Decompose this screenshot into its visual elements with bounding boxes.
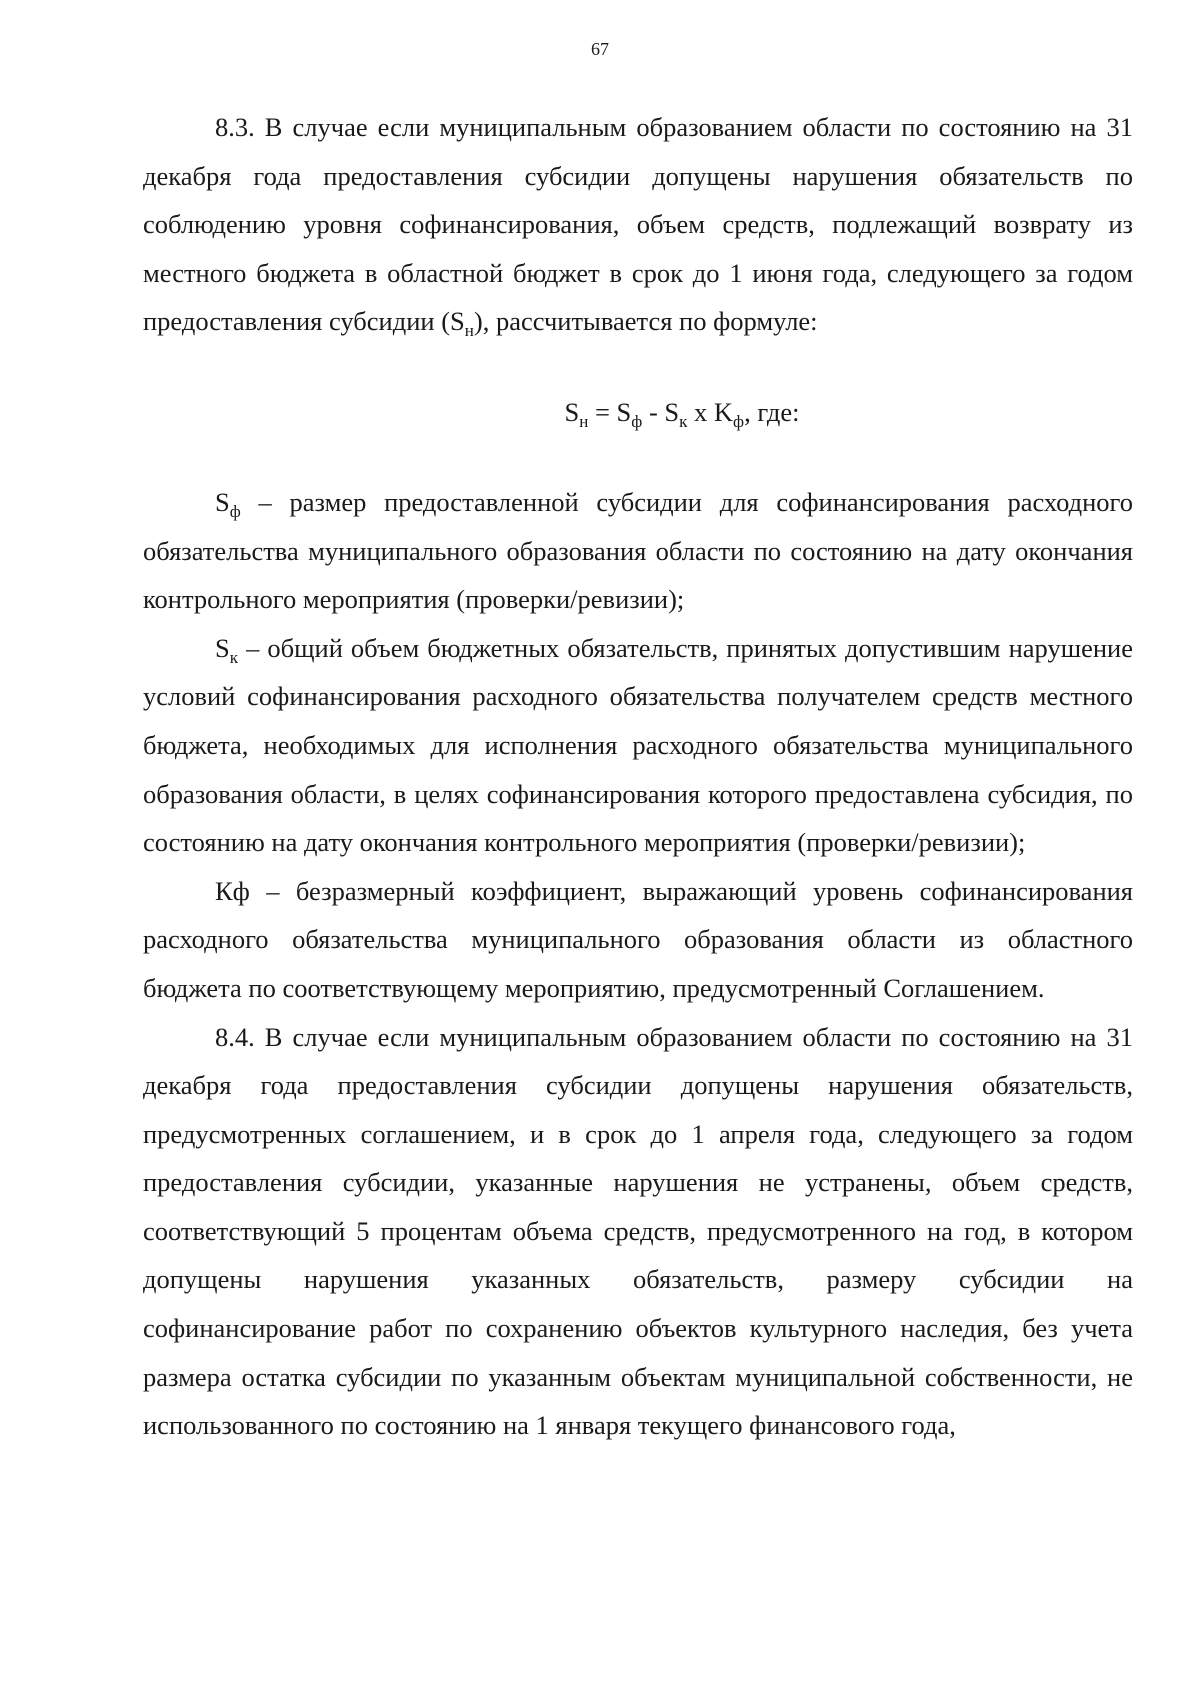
- subscript: ф: [733, 411, 745, 431]
- subscript: н: [464, 321, 474, 341]
- formula-operator: x K: [687, 396, 734, 427]
- subscript: ф: [229, 501, 241, 521]
- paragraph-8-3-text-end: ), рассчитывается по формуле:: [473, 306, 818, 337]
- formula-symbol: S: [564, 396, 580, 427]
- definition-sf: [143, 478, 1133, 624]
- subscript: н: [579, 411, 589, 431]
- formula-operator: = S: [588, 396, 632, 427]
- paragraph-8-3: [143, 103, 1133, 346]
- definition-kf: [143, 867, 1133, 1013]
- formula-tail: , где:: [744, 396, 800, 427]
- definition-symbol: S: [215, 486, 230, 517]
- definition-text: – общий объем бюджетных обязательств, принятых допустившим нарушение условий софинансирования расходного обязательства получателем средств местного бюджета, необходимых для исполнения расходного обязательства муниципального образования области, в целях софинансирования которого предоставлена субсидия, по состоянию на дату окончания контрольного мероприятия (проверки/ревизии);: [143, 632, 1133, 858]
- paragraph-8-3-text: 8.3. В случае если муниципальным образованием области по состоянию на 31 декабря года предоставления субсидии допущены нарушения обязательств по соблюдению уровня софинансирования, объем средств, подлежащий возврату из местного бюджета в областной бюджет в срок до 1 июня года, следующего за годом предоставления субсидии (S: [143, 112, 1133, 337]
- paragraph-8-4-text: 8.4. В случае если муниципальным образованием области по состоянию на 31 декабря года предоставления субсидии допущены нарушения обязательств, предусмотренных соглашением, и в срок до 1 апреля года, следующего за годом предоставления субсидии, указанные нарушения не устранены, объем средств, соответствующий 5 процентам объема средств, предусмотренного на год, в котором допущены нарушения указанных обязательств, размеру субсидии на софинансирование работ по сохранению объектов культурного наследия, без учета размера остатка субсидии по указанным объектам муниципальной собственности, не использованного по состоянию на 1 января текущего финансового года,: [143, 1021, 1133, 1441]
- subscript: ф: [631, 411, 643, 431]
- definition-sk: [143, 624, 1133, 867]
- definition-text: Кф – безразмерный коэффициент, выражающий уровень софинансирования расходного обязательства муниципального образования области из областного бюджета по соответствующему мероприятию, предусмотренный Соглашением.: [143, 875, 1133, 1003]
- paragraph-8-4: [143, 1013, 1133, 1450]
- subscript: к: [229, 647, 239, 667]
- definition-symbol: S: [215, 632, 230, 663]
- formula-operator: - S: [642, 396, 680, 427]
- page-number: 67: [591, 39, 609, 59]
- formula: [143, 388, 1133, 436]
- definition-text: – размер предоставленной субсидии для софинансирования расходного обязательства муниципального образования области по состоянию на дату окончания контрольного мероприятия (проверки/ревизии);: [143, 486, 1133, 615]
- document-body: [143, 103, 1133, 1450]
- subscript: к: [679, 411, 688, 431]
